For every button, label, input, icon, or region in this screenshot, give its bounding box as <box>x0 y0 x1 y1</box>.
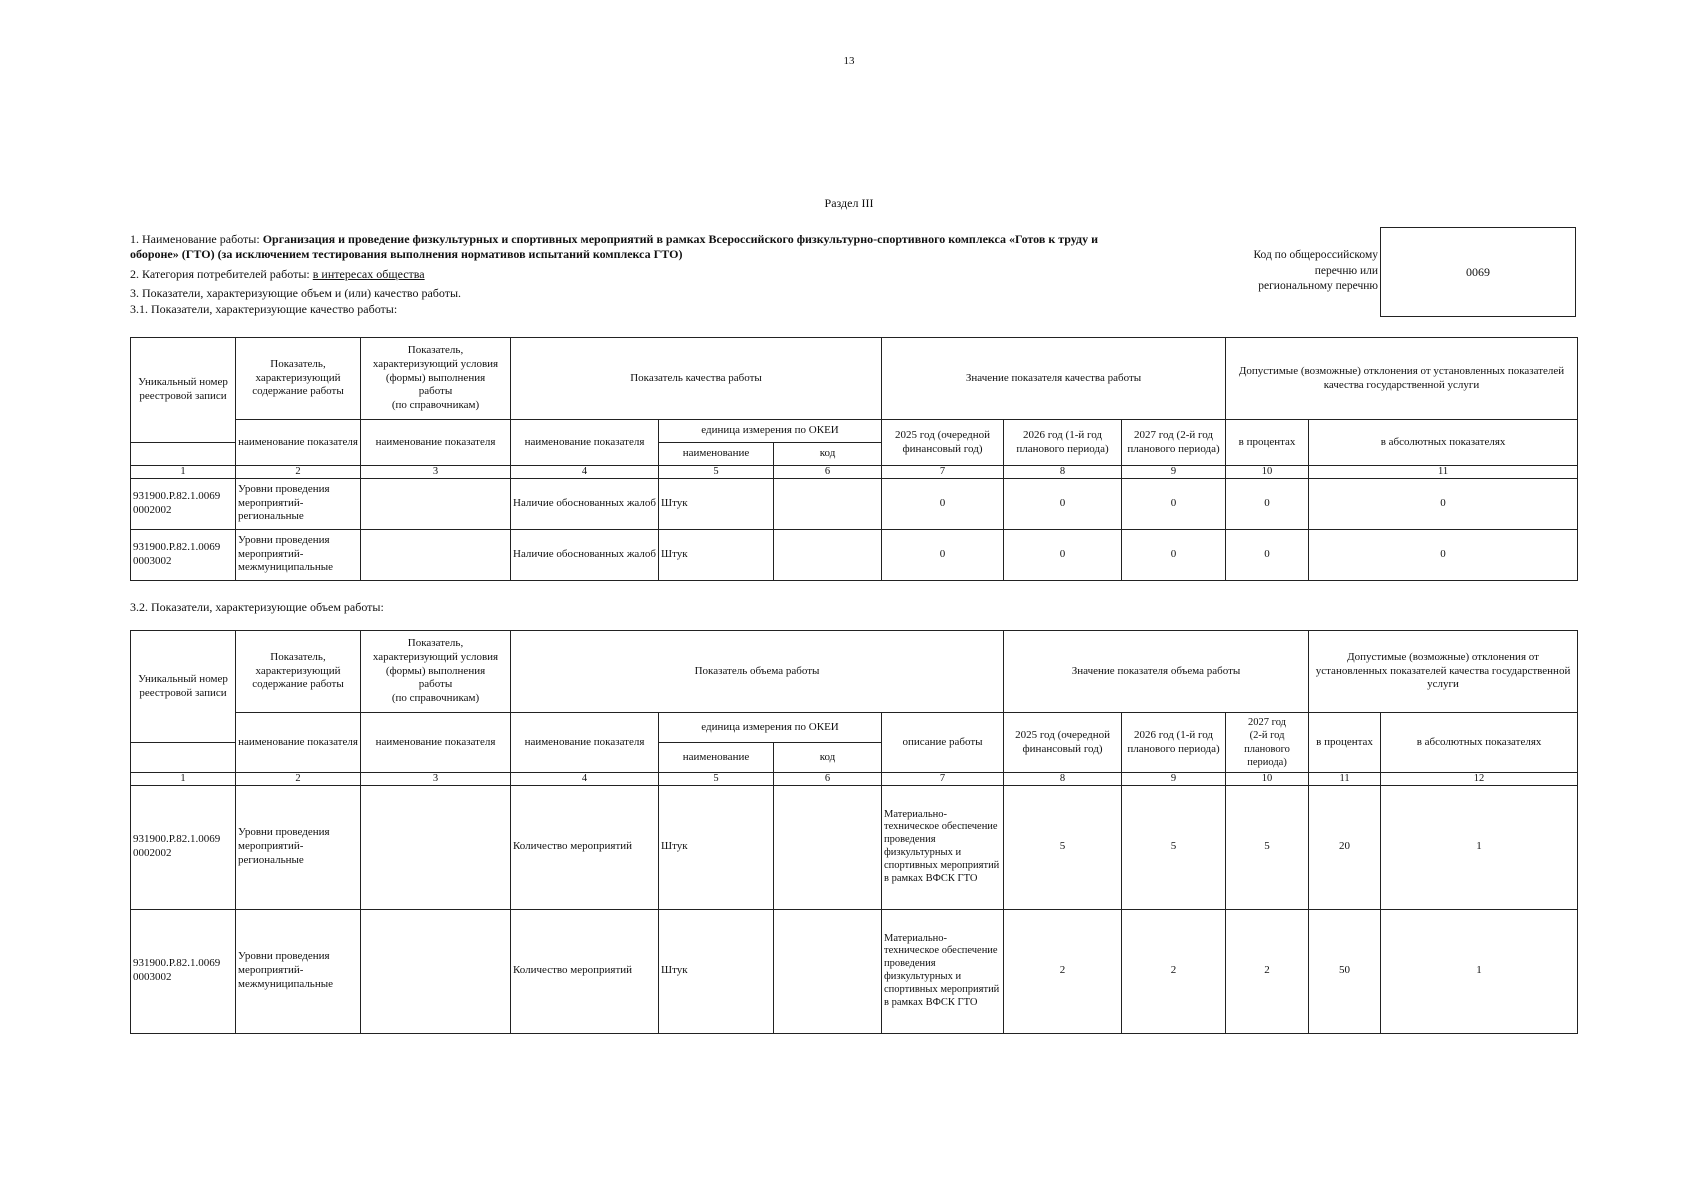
table-row <box>131 785 1578 909</box>
col-number: 7 <box>882 773 1004 786</box>
quality-indicator-name-header: наименование показателя <box>511 420 659 466</box>
content-indicator-header: Показатель, характеризующий содержание работы <box>236 338 361 420</box>
unique-number-spacer <box>131 743 236 773</box>
value-2026-cell: 0 <box>1004 478 1122 529</box>
deviation-percent-header: в процентах <box>1309 713 1381 773</box>
quality-deviation-group-header: Допустимые (возможные) отклонения от установленных показателей качества государственной услуги <box>1226 338 1578 420</box>
value-2026-cell: 2 <box>1122 909 1226 1033</box>
indicator-cell: Наличие обоснованных жалоб <box>511 529 659 580</box>
value-2027-cell: 2 <box>1226 909 1309 1033</box>
value-2025-cell: 0 <box>882 529 1004 580</box>
content-cell: Уровни проведения мероприятий-межмуниципальные <box>236 909 361 1033</box>
col-number: 9 <box>1122 466 1226 479</box>
value-2025-cell: 0 <box>882 478 1004 529</box>
work-description-cell: Материально-техническое обеспечение проведения физкультурных и спортивных мероприятий в рамках ВФСК ГТО <box>882 909 1004 1033</box>
volume-indicator-group-header: Показатель объема работы <box>511 631 1004 713</box>
code-box <box>1380 227 1576 317</box>
col-number: 5 <box>659 773 774 786</box>
year-2027-line4: периода) <box>1247 756 1287 768</box>
deviation-percent-cell: 20 <box>1309 785 1381 909</box>
conditions-indicator-header <box>361 338 511 420</box>
table-row <box>131 478 1578 529</box>
col-number: 3 <box>361 466 511 479</box>
column-number-row <box>131 773 1578 786</box>
consumer-category-value: в интересах общества <box>312 267 425 281</box>
conditions-indicator-name-header: наименование показателя <box>361 713 511 773</box>
value-2025-cell: 2 <box>1004 909 1122 1033</box>
table-row <box>131 909 1578 1033</box>
value-2027-cell: 0 <box>1122 529 1226 580</box>
deviation-percent-cell: 50 <box>1309 909 1381 1033</box>
col-number: 10 <box>1226 773 1309 786</box>
col-number: 11 <box>1309 773 1381 786</box>
col-number: 1 <box>131 466 236 479</box>
deviation-percent-cell: 0 <box>1226 529 1309 580</box>
indicator-cell: Количество мероприятий <box>511 909 659 1033</box>
deviation-percent-header: в процентах <box>1226 420 1309 466</box>
unit-cell: Штук <box>659 909 774 1033</box>
work-name-prefix: 1. Наименование работы: <box>130 232 263 246</box>
unit-code-header: код <box>774 443 882 466</box>
unit-cell: Штук <box>659 785 774 909</box>
condition-cell <box>361 529 511 580</box>
code-label <box>1210 248 1378 295</box>
year-2027-line1: 2027 год <box>1248 717 1287 729</box>
content-indicator-name-header: наименование показателя <box>236 420 361 466</box>
unique-number-spacer <box>131 443 236 466</box>
section-title: Раздел III <box>824 196 874 210</box>
consumer-category-line <box>130 267 425 282</box>
volume-table <box>130 630 1578 1034</box>
conditions-header-line3: (формы) выполнения <box>385 371 486 384</box>
unit-code-cell <box>774 478 882 529</box>
deviation-absolute-cell: 1 <box>1381 785 1578 909</box>
conditions-header-line2: характеризующий условия <box>372 650 499 663</box>
unit-name-header: наименование <box>659 743 774 773</box>
conditions-header-line5: (по справочникам) <box>391 399 480 412</box>
value-2027-cell: 0 <box>1122 478 1226 529</box>
deviation-percent-cell: 0 <box>1226 478 1309 529</box>
col-number: 7 <box>882 466 1004 479</box>
work-description-header: описание работы <box>882 713 1004 773</box>
indicators-line: 3. Показатели, характеризующие объем и (или) качество работы. <box>130 286 462 300</box>
col-number: 2 <box>236 773 361 786</box>
conditions-header-line3: (формы) выполнения <box>385 664 486 677</box>
unique-number-header: Уникальный номер реестровой записи <box>131 338 236 443</box>
deviation-absolute-cell: 0 <box>1309 478 1578 529</box>
quality-value-group-header: Значение показателя качества работы <box>882 338 1226 420</box>
unit-code-cell <box>774 529 882 580</box>
conditions-indicator-header <box>361 631 511 713</box>
indicator-cell: Наличие обоснованных жалоб <box>511 478 659 529</box>
code-label-line3: региональному перечню <box>1258 280 1378 292</box>
col-number: 4 <box>511 773 659 786</box>
quality-table <box>130 337 1578 581</box>
col-number: 8 <box>1004 466 1122 479</box>
deviation-absolute-header: в абсолютных показателях <box>1381 713 1578 773</box>
unit-code-cell <box>774 909 882 1033</box>
col-number: 10 <box>1226 466 1309 479</box>
conditions-indicator-name-header: наименование показателя <box>361 420 511 466</box>
quality-indicator-group-header: Показатель качества работы <box>511 338 882 420</box>
code-value: 0069 <box>1466 264 1490 279</box>
unit-name-header: наименование <box>659 443 774 466</box>
col-number: 12 <box>1381 773 1578 786</box>
work-name-line2 <box>130 247 682 262</box>
year-2027-line3: планового <box>1244 743 1290 755</box>
conditions-header-line5: (по справочникам) <box>391 692 480 705</box>
unit-code-header: код <box>774 743 882 773</box>
record-id-cell: 931900.Р.82.1.0069 0003002 <box>131 909 236 1033</box>
value-2025-cell: 5 <box>1004 785 1122 909</box>
record-id-cell: 931900.Р.82.1.0069 0002002 <box>131 478 236 529</box>
col-number: 8 <box>1004 773 1122 786</box>
conditions-header-line2: характеризующий условия <box>372 357 499 370</box>
column-number-row <box>131 466 1578 479</box>
col-number: 6 <box>774 466 882 479</box>
quality-indicators-heading: 3.1. Показатели, характеризующие качество работы: <box>130 302 398 316</box>
page-number: 13 <box>843 55 855 67</box>
conditions-header-line1: Показатель, <box>407 637 464 650</box>
col-number: 11 <box>1309 466 1578 479</box>
deviation-absolute-cell: 1 <box>1381 909 1578 1033</box>
col-number: 3 <box>361 773 511 786</box>
year-2026-header: 2026 год (1-й год планового периода) <box>1122 713 1226 773</box>
unit-okei-header: единица измерения по ОКЕИ <box>659 420 882 443</box>
consumer-category-prefix: 2. Категория потребителей работы: <box>130 267 313 281</box>
content-cell: Уровни проведения мероприятий-межмуниципальные <box>236 529 361 580</box>
condition-cell <box>361 478 511 529</box>
unit-cell: Штук <box>659 478 774 529</box>
work-description-cell: Материально-техническое обеспечение проведения физкультурных и спортивных мероприятий в рамках ВФСК ГТО <box>882 785 1004 909</box>
volume-deviation-group-header: Допустимые (возможные) отклонения от установленных показателей качества государственной услуги <box>1309 631 1578 713</box>
unit-code-cell <box>774 785 882 909</box>
indicator-cell: Количество мероприятий <box>511 785 659 909</box>
col-number: 1 <box>131 773 236 786</box>
condition-cell <box>361 909 511 1033</box>
col-number: 9 <box>1122 773 1226 786</box>
code-label-line2: перечню или <box>1314 264 1378 277</box>
deviation-absolute-cell: 0 <box>1309 529 1578 580</box>
record-id-cell: 931900.Р.82.1.0069 0003002 <box>131 529 236 580</box>
col-number: 6 <box>774 773 882 786</box>
content-indicator-name-header: наименование показателя <box>236 713 361 773</box>
year-2026-header: 2026 год (1-й год планового периода) <box>1004 420 1122 466</box>
conditions-header-line1: Показатель, <box>407 344 464 357</box>
content-cell: Уровни проведения мероприятий-региональные <box>236 785 361 909</box>
work-name-value-cont: обороне» (ГТО) (за исключением тестирования выполнения нормативов испытаний комплекса ГТО) <box>130 247 683 261</box>
year-2027-line2: (2-й год <box>1249 730 1285 742</box>
value-2026-cell: 0 <box>1004 529 1122 580</box>
col-number: 4 <box>511 466 659 479</box>
year-2025-header: 2025 год (очередной финансовый год) <box>882 420 1004 466</box>
year-2027-header <box>1226 713 1309 773</box>
unique-number-header: Уникальный номер реестровой записи <box>131 631 236 743</box>
table-row <box>131 529 1578 580</box>
col-number: 5 <box>659 466 774 479</box>
unit-okei-header: единица измерения по ОКЕИ <box>659 713 882 743</box>
year-2027-header: 2027 год (2-й год планового периода) <box>1122 420 1226 466</box>
value-2027-cell: 5 <box>1226 785 1309 909</box>
deviation-absolute-header: в абсолютных показателях <box>1309 420 1578 466</box>
value-2026-cell: 5 <box>1122 785 1226 909</box>
record-id-cell: 931900.Р.82.1.0069 0002002 <box>131 785 236 909</box>
work-name-line1 <box>130 232 1098 247</box>
content-indicator-header: Показатель, характеризующий содержание работы <box>236 631 361 713</box>
volume-indicators-heading: 3.2. Показатели, характеризующие объем работы: <box>130 600 384 614</box>
conditions-header-line4: работы <box>418 385 453 398</box>
col-number: 2 <box>236 466 361 479</box>
code-label-line1: Код по общероссийскому <box>1253 249 1378 261</box>
volume-value-group-header: Значение показателя объема работы <box>1004 631 1309 713</box>
condition-cell <box>361 785 511 909</box>
volume-indicator-name-header: наименование показателя <box>511 713 659 773</box>
conditions-header-line4: работы <box>418 678 453 691</box>
work-name-value: Организация и проведение физкультурных и спортивных мероприятий в рамках Всероссийского физкультурно-спортивного комплекса «Готов к труду и <box>262 232 1099 246</box>
unit-cell: Штук <box>659 529 774 580</box>
year-2025-header: 2025 год (очередной финансовый год) <box>1004 713 1122 773</box>
content-cell: Уровни проведения мероприятий-региональные <box>236 478 361 529</box>
